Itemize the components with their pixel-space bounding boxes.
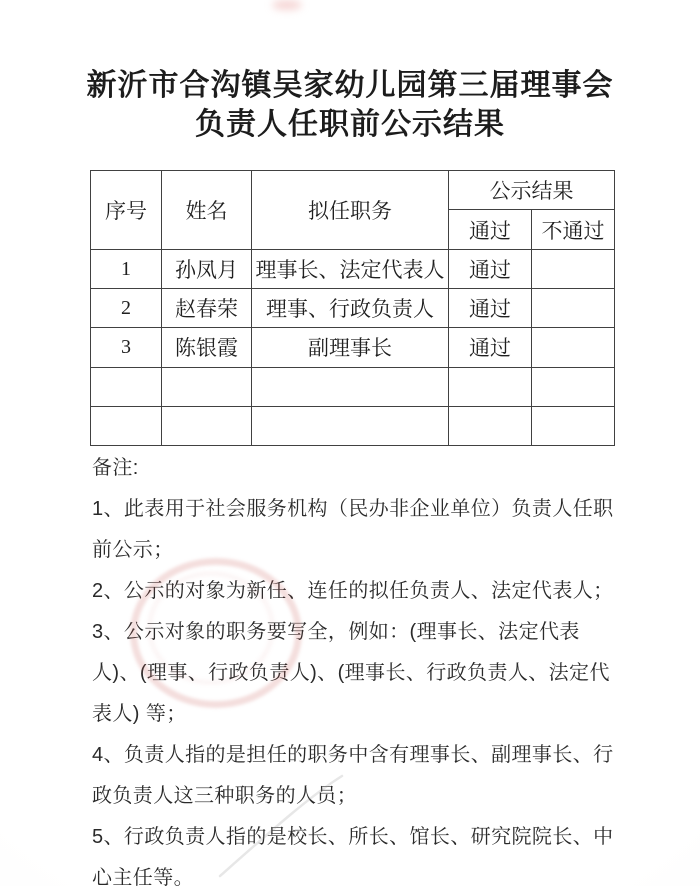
cell-position: 理事长、法定代表人 — [252, 250, 449, 289]
cell-index: 1 — [91, 250, 162, 289]
cell-fail — [532, 328, 615, 367]
header-name: 姓名 — [162, 171, 252, 250]
table-row-empty — [91, 406, 615, 445]
cell-index: 2 — [91, 289, 162, 328]
header-pass: 通过 — [449, 210, 532, 250]
header-index: 序号 — [91, 171, 162, 250]
cell-name: 赵春荣 — [162, 289, 252, 328]
header-fail: 不通过 — [532, 210, 615, 250]
cell-position: 副理事长 — [252, 328, 449, 367]
cell-fail — [532, 367, 615, 406]
title-line-1: 新沂市合沟镇吴家幼儿园第三届理事会 — [86, 69, 614, 102]
document-title — [0, 66, 700, 144]
notes-section — [92, 448, 626, 886]
cell-index: 3 — [91, 328, 162, 367]
header-position: 拟任职务 — [252, 171, 449, 250]
header-result-group: 公示结果 — [449, 171, 615, 210]
note-item-5: 5、行政负责人指的是校长、所长、馆长、研究院院长、中心主任等。 — [92, 826, 614, 886]
note-item-4: 4、负责人指的是担任的职务中含有理事长、副理事长、行政负责人这三种职务的人员； — [92, 744, 614, 807]
cell-index — [91, 406, 162, 445]
notes-label: 备注: — [92, 457, 139, 479]
cell-position — [252, 367, 449, 406]
publicity-result-table — [90, 170, 615, 446]
note-item-2: 2、公示的对象为新任、连任的拟任负责人、法定代表人； — [92, 580, 614, 602]
cell-name — [162, 367, 252, 406]
cell-name: 孙凤月 — [162, 250, 252, 289]
note-item-1: 1、此表用于社会服务机构（民办非企业单位）负责人任职前公示； — [92, 498, 614, 561]
cell-fail — [532, 250, 615, 289]
cell-fail — [532, 289, 615, 328]
cell-pass — [449, 367, 532, 406]
note-item-3: 3、公示对象的职务要写全，例如：(理事长、法定代表人)、(理事、行政负责人)、(理事长、行政负责人、法定代表人) 等； — [92, 621, 610, 725]
cell-fail — [532, 406, 615, 445]
cell-position — [252, 406, 449, 445]
title-line-2: 负责人任职前公示结果 — [195, 108, 505, 141]
cell-pass: 通过 — [449, 250, 532, 289]
cell-position: 理事、行政负责人 — [252, 289, 449, 328]
table-header-row-1 — [91, 171, 615, 210]
table-row — [91, 250, 615, 289]
cell-pass — [449, 406, 532, 445]
table-row — [91, 328, 615, 367]
cell-pass: 通过 — [449, 289, 532, 328]
cell-index — [91, 367, 162, 406]
cell-pass: 通过 — [449, 328, 532, 367]
table-row-empty — [91, 367, 615, 406]
table-row — [91, 289, 615, 328]
cell-name — [162, 406, 252, 445]
cell-name: 陈银霞 — [162, 328, 252, 367]
red-ink-smudge — [272, 0, 302, 10]
